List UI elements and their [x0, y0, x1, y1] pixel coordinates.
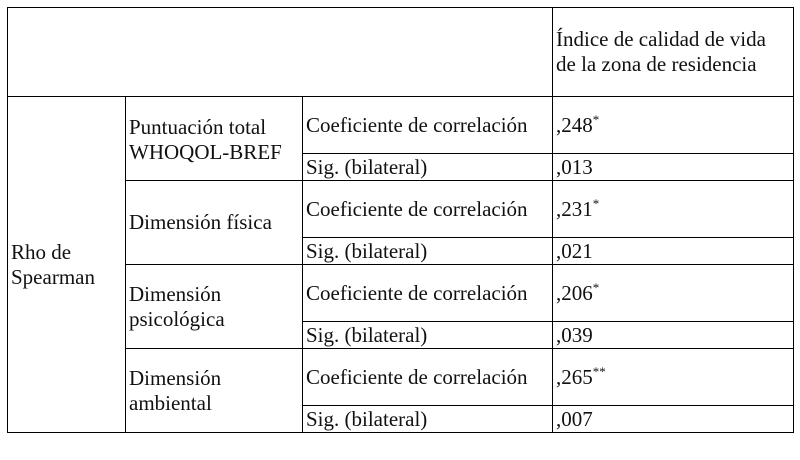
sig-value: ,013 — [553, 154, 794, 181]
coef-value: ,265 — [556, 364, 593, 389]
coef-value-cell — [553, 265, 794, 322]
coef-value-cell — [553, 181, 794, 238]
correlation-table — [7, 7, 794, 433]
variable-label: Dimensión psicológica — [126, 265, 303, 349]
table-row — [8, 97, 794, 154]
significance-mark: ** — [592, 363, 606, 379]
stat-label-sig: Sig. (bilateral) — [303, 406, 553, 433]
stat-label-coef: Coeficiente de correlación — [303, 181, 553, 238]
sig-value: ,021 — [553, 238, 794, 265]
coef-value-cell — [553, 97, 794, 154]
stat-label-sig: Sig. (bilateral) — [303, 238, 553, 265]
variable-label: Dimensión ambiental — [126, 349, 303, 433]
significance-mark: * — [592, 279, 600, 295]
coef-value-cell — [553, 349, 794, 406]
stat-label-coef: Coeficiente de correlación — [303, 349, 553, 406]
sig-value: ,007 — [553, 406, 794, 433]
column-header: Índice de calidad de vida de la zona de residencia — [553, 8, 794, 97]
table-row — [8, 265, 794, 322]
coef-value: ,206 — [556, 280, 593, 305]
header-empty-cell — [8, 8, 553, 97]
variable-label: Dimensión física — [126, 181, 303, 265]
table-row — [8, 181, 794, 238]
table-header-row — [8, 8, 794, 97]
significance-mark: * — [592, 111, 600, 127]
stat-label-coef: Coeficiente de correlación — [303, 97, 553, 154]
stat-label-sig: Sig. (bilateral) — [303, 154, 553, 181]
sig-value: ,039 — [553, 322, 794, 349]
row-group-label: Rho de Spearman — [8, 97, 126, 433]
coef-value: ,248 — [556, 112, 593, 137]
coef-value: ,231 — [556, 196, 593, 221]
stat-label-coef: Coeficiente de correlación — [303, 265, 553, 322]
table-row — [8, 349, 794, 406]
variable-label: Puntuación total WHOQOL-BREF — [126, 97, 303, 181]
stat-label-sig: Sig. (bilateral) — [303, 322, 553, 349]
significance-mark: * — [592, 195, 600, 211]
